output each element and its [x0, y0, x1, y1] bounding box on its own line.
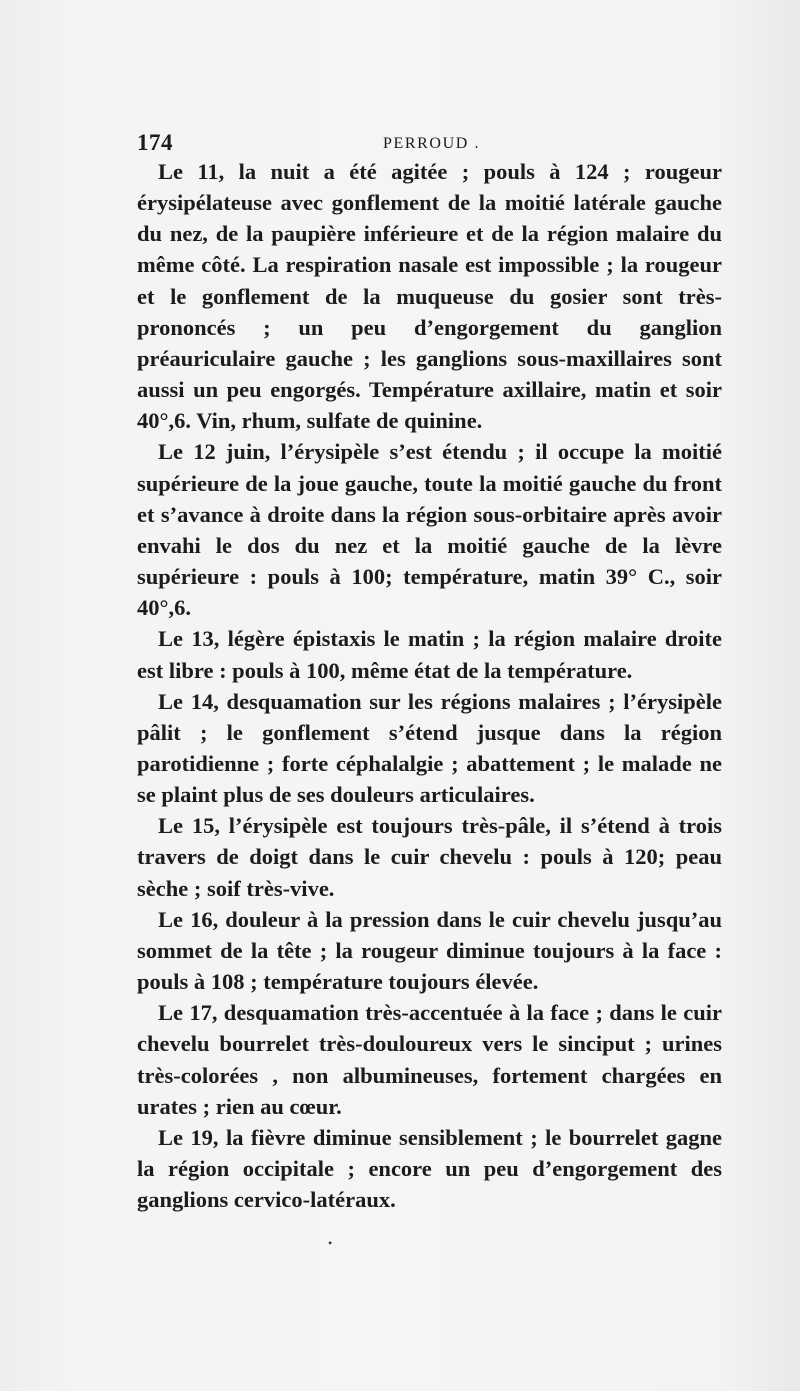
paragraph-day-15: Le 15, l’érysipèle est toujours très-pâle, il s’étend à trois travers de doigt dans le cuir chevelu : pouls à 120; peau sèche ; soif très-vive.: [137, 813, 722, 901]
body-text: [137, 156, 722, 1215]
page-number: 174: [137, 130, 173, 155]
running-head-title: PERROUD .: [383, 135, 481, 152]
paragraph-day-17: Le 17, desquamation très-accentuée à la face ; dans le cuir chevelu bourrelet très-douloureux vers le sinciput ; urines très-colorées , non albumineuses, fortement chargées en urates ; rien au cœur.: [137, 1000, 722, 1119]
running-head: [137, 130, 722, 155]
paragraph-day-12: Le 12 juin, l’érysipèle s’est étendu ; il occupe la moitié supérieure de la joue gauche, toute la moitié gauche du front et s’avance à droite dans la région sous-orbitaire après avoir envahi le dos du nez et la moitié gauche de la lèvre supérieure : pouls à 100; température, matin 39° C., soir 40°,6.: [137, 439, 722, 621]
paragraph-day-11: Le 11, la nuit a été agitée ; pouls à 124 ; rougeur érysipélateuse avec gonflement de la moitié latérale gauche du nez, de la paupière inférieure et de la région malaire du même côté. La respiration nasale est impossible ; la rougeur et le gonflement de la muqueuse du gosier sont très-prononcés ; un peu d’engorgement du ganglion préauriculaire gauche ; les ganglions sous-maxillaires sont aussi un peu engorgés. Température axillaire, matin et soir 40°,6. Vin, rhum, sulfate de quinine.: [137, 159, 722, 434]
paragraph-day-14: Le 14, desquamation sur les régions malaires ; l’érysipèle pâlit ; le gonflement s’étend jusque dans la région parotidienne ; forte céphalalgie ; abattement ; le malade ne se plaint plus de ses douleurs articulaires.: [137, 688, 722, 808]
paragraph-day-13: Le 13, légère épistaxis le matin ; la région malaire droite est libre : pouls à 100, même état de la température.: [137, 626, 722, 683]
print-mark: •: [328, 1236, 333, 1250]
paragraph-day-16: Le 16, douleur à la pression dans le cuir chevelu jusqu’au sommet de la tête ; la rougeur diminue toujours à la face : pouls à 108 ; température toujours élevée.: [137, 906, 722, 995]
paragraph-day-19: Le 19, la fièvre diminue sensiblement ; le bourrelet gagne la région occipitale ; encore un peu d’engorgement des ganglions cervico-latéraux.: [137, 1124, 722, 1213]
